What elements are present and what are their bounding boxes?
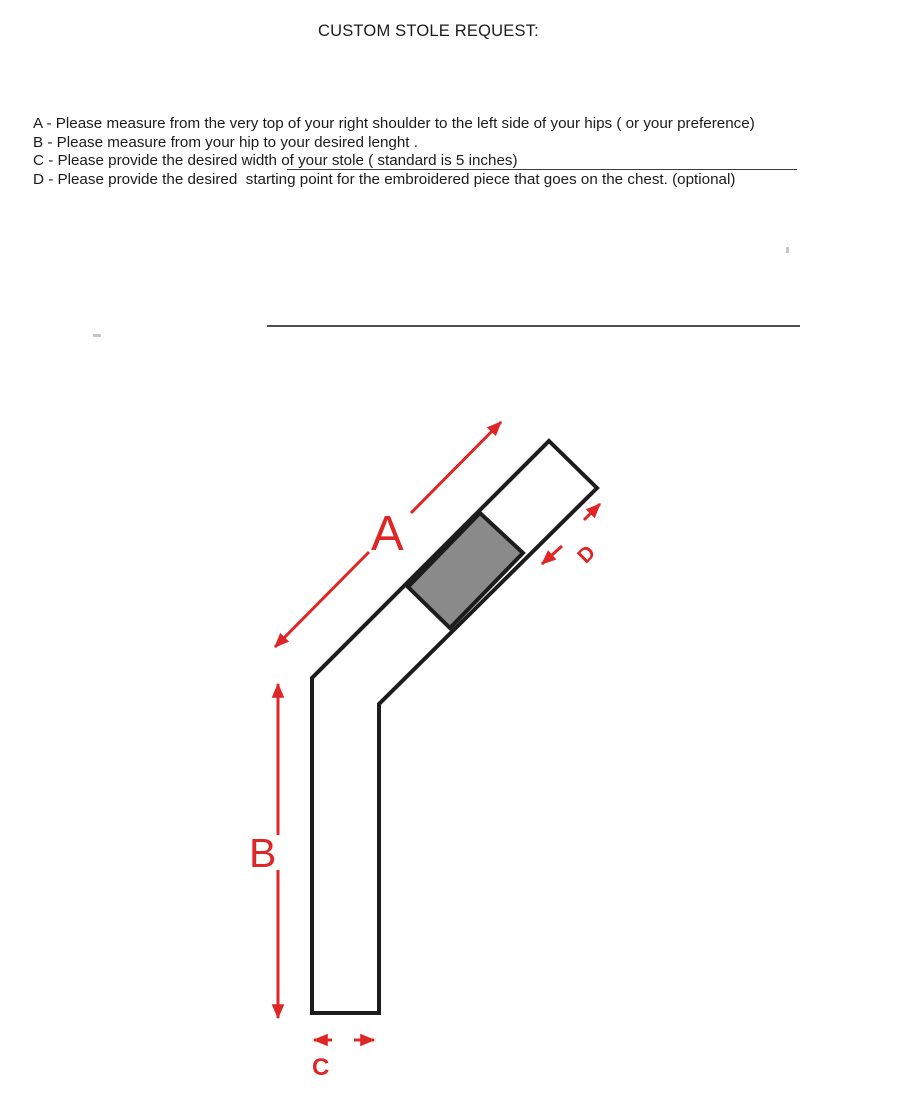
stole-outline	[312, 441, 597, 1013]
instruction-line-c: C - Please provide the desired width of your stole ( standard is 5 inches)	[33, 152, 518, 169]
measure-a-label: A	[371, 507, 404, 561]
instruction-line-b: B - Please measure from your hip to your desired lenght .	[33, 133, 418, 151]
measure-d-arrow-lower	[542, 546, 562, 564]
measure-a-arrow-upper	[411, 422, 501, 513]
measure-d-arrow-upper	[584, 504, 600, 520]
measure-d-label: D	[573, 541, 601, 569]
instruction-line-d: D - Please provide the desired starting point for the embroidered piece that goes on the chest. (optional)	[33, 170, 736, 188]
measure-c-label: C	[312, 1054, 330, 1081]
measure-b-label: B	[249, 830, 277, 876]
page-title: CUSTOM STOLE REQUEST:	[318, 22, 539, 40]
instruction-line-a: A - Please measure from the very top of your right shoulder to the left side of your hips ( or your preference)	[33, 115, 755, 132]
